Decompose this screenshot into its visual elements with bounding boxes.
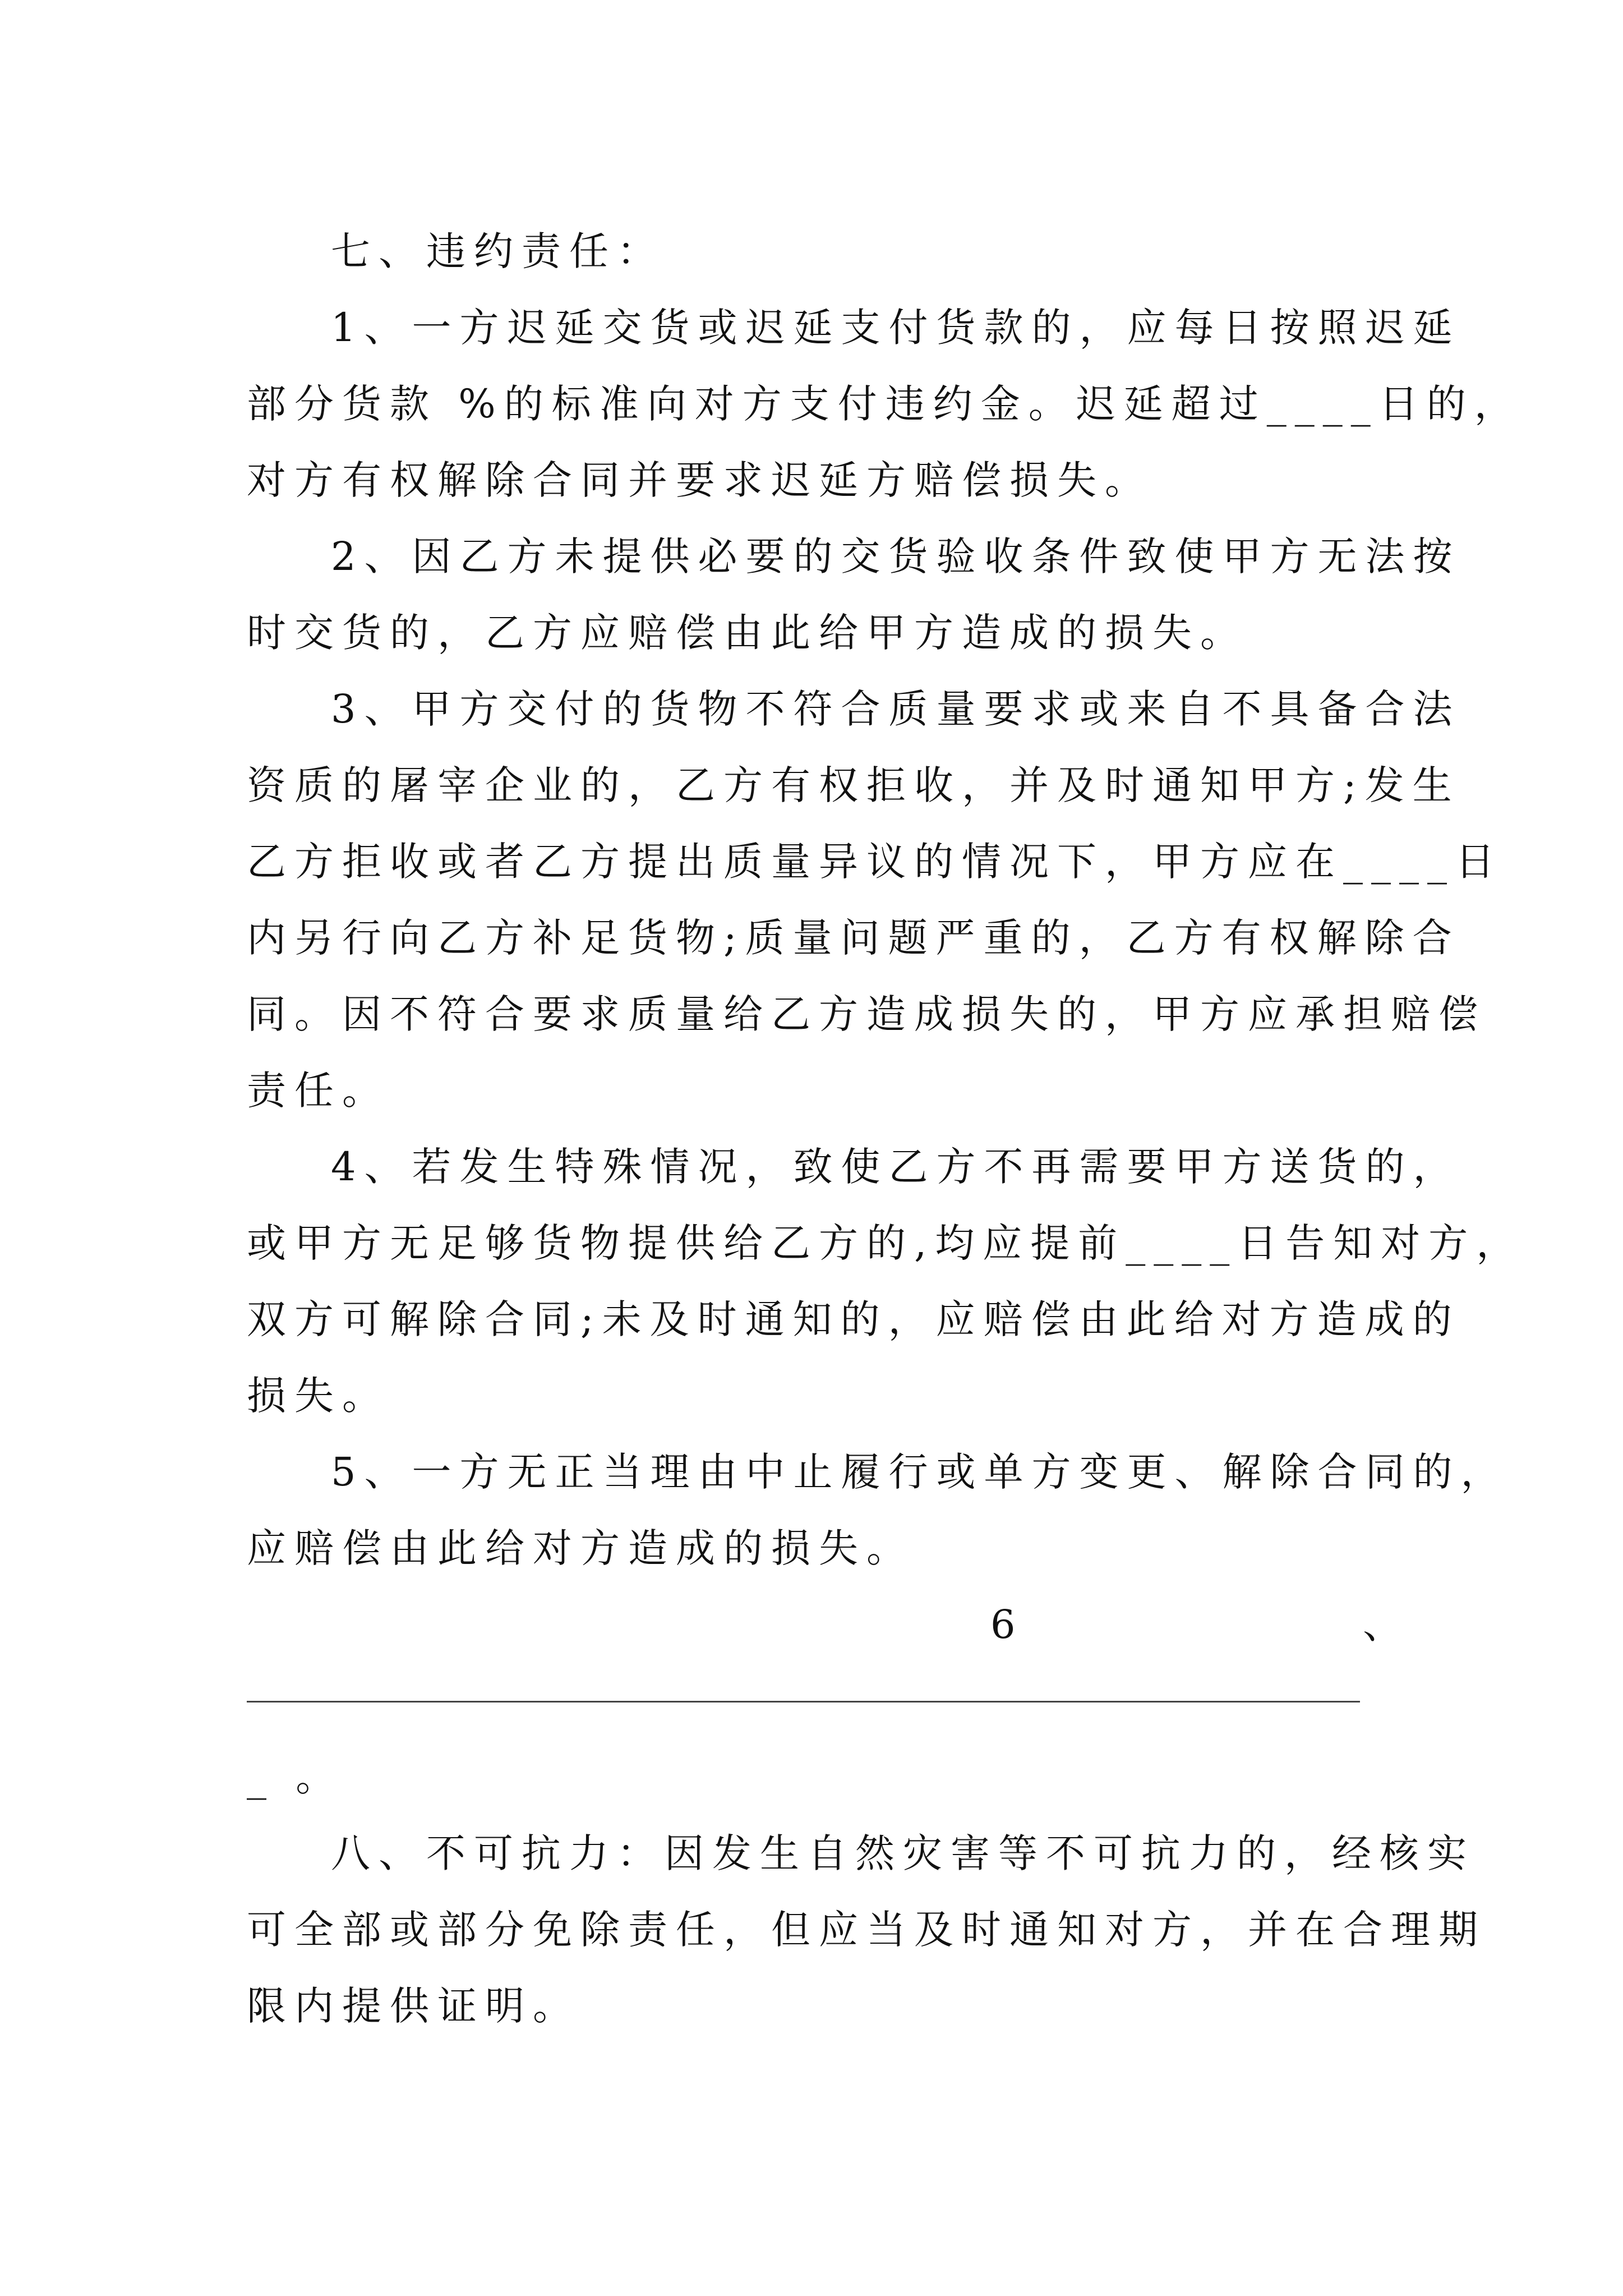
item-4-line-1: 4、若发生特殊情况，致使乙方不再需要甲方送货的，: [331, 1144, 1461, 1190]
item-3-line-5: 同。因不符合要求质量给乙方造成损失的，甲方应承担赔偿: [247, 991, 1486, 1037]
item-6-mark: 、: [1363, 1602, 1402, 1648]
item-5-line-1: 5、一方无正当理由中止履行或单方变更、解除合同的，: [331, 1449, 1509, 1495]
section-7-heading: 七、违约责任：: [331, 228, 665, 274]
item-1-line-2: 部分货款 %的标准向对方支付违约金。迟延超过____日的，: [247, 381, 1522, 427]
item-4-line-4: 损失。: [247, 1373, 390, 1419]
blank-underline: [247, 1701, 1360, 1703]
item-6-blank-line: [247, 1663, 1402, 1739]
contract-text: [247, 213, 1524, 2044]
item-2-line-1: 2、因乙方未提供必要的交货验收条件致使甲方无法按: [331, 533, 1461, 579]
item-6-number: 6: [990, 1602, 1016, 1648]
item-3-line-2: 资质的屠宰企业的，乙方有权拒收，并及时通知甲方;发生: [247, 762, 1460, 808]
section-8-line-1: 八、不可抗力：因发生自然灾害等不可抗力的，经核实: [331, 1830, 1475, 1876]
item-6-end: _ 。: [247, 1754, 344, 1800]
item-2-line-2: 时交货的，乙方应赔偿由此给甲方造成的损失。: [247, 610, 1248, 656]
item-3-line-6: 责任。: [247, 1068, 390, 1114]
section-8-line-2: 可全部或部分免除责任，但应当及时通知对方，并在合理期: [247, 1907, 1486, 1953]
item-3-line-1: 3、甲方交付的货物不符合质量要求或来自不具备合法: [331, 686, 1461, 732]
item-3-line-4: 内另行向乙方补足货物;质量问题严重的，乙方有权解除合: [247, 915, 1460, 961]
item-6-header: [247, 1586, 1402, 1663]
item-1-line-3: 对方有权解除合同并要求迟延方赔偿损失。: [247, 457, 1152, 503]
section-8-line-3: 限内提供证明。: [247, 1983, 580, 2029]
item-1-line-1: 1、一方迟延交货或迟延支付货款的，应每日按照迟延: [331, 305, 1461, 351]
item-3-line-3: 乙方拒收或者乙方提出质量异议的情况下，甲方应在____日: [247, 839, 1503, 885]
item-4-line-3: 双方可解除合同;未及时通知的，应赔偿由此给对方造成的: [247, 1296, 1460, 1342]
item-5-line-2: 应赔偿由此给对方造成的损失。: [247, 1525, 914, 1571]
item-4-line-2: 或甲方无足够货物提供给乙方的,均应提前____日告知对方，: [247, 1220, 1524, 1266]
